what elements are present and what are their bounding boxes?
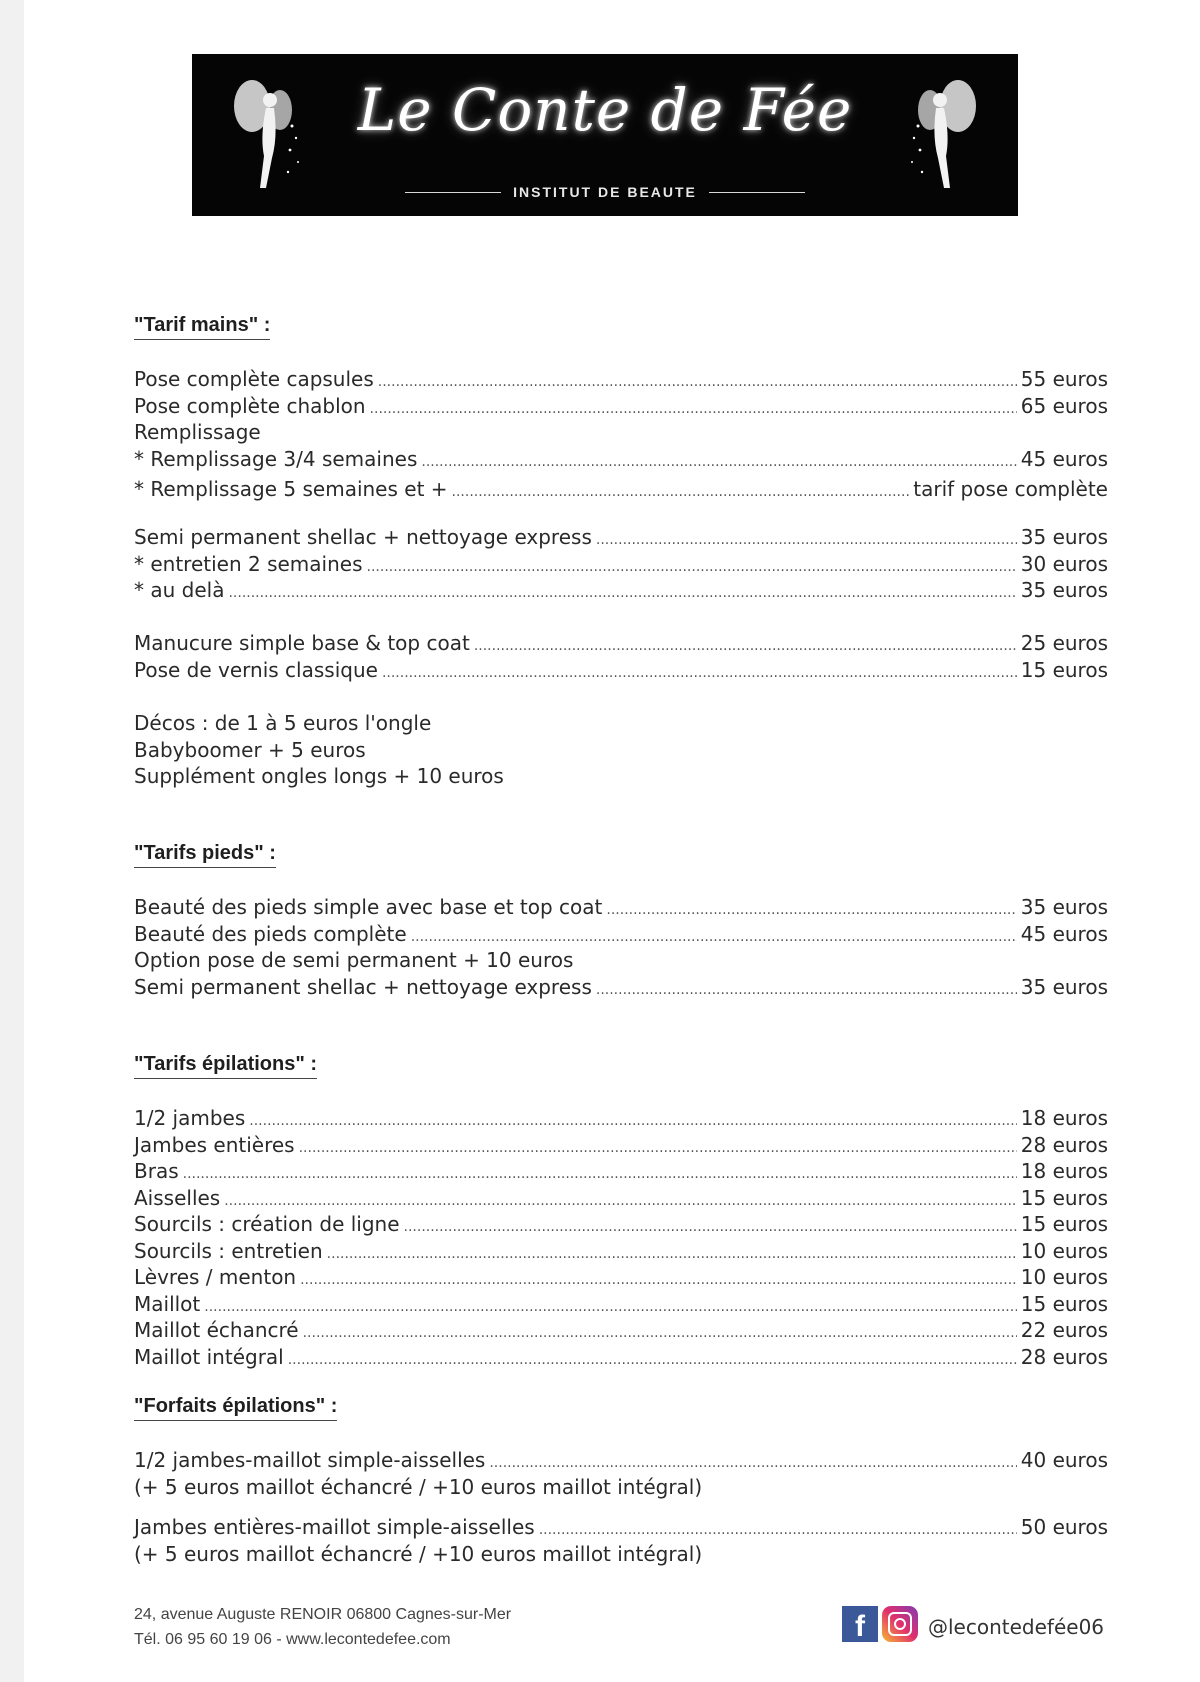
- tagline: INSTITUT DE BEAUTE: [513, 184, 697, 200]
- list-item: Décos : de 1 à 5 euros l'ongle: [134, 711, 432, 735]
- price-row: Beauté des pieds simple avec base et top coat ..... 35 euros: [134, 894, 1108, 921]
- header-banner: [192, 54, 1018, 216]
- list-item: Option pose de semi permanent + 10 euros: [134, 948, 574, 972]
- price-row: Sourcils : création de ligne ..... 15 euros: [134, 1211, 1108, 1238]
- price-row: Manucure simple base & top coat ..... 25 euros: [134, 630, 1108, 657]
- pieds-block: [134, 894, 1108, 1000]
- price-row: Jambes entières-maillot simple-aisselles ..... 50 euros: [134, 1514, 1108, 1541]
- price-row: * Remplissage 3/4 semaines ..... 45 euros: [134, 446, 1108, 473]
- divider: [709, 192, 805, 193]
- price-row: Maillot échancré ..... 22 euros: [134, 1317, 1108, 1344]
- mains-block-3: [134, 630, 1108, 683]
- section-title-pieds: "Tarifs pieds" :: [134, 840, 276, 867]
- price-row: Beauté des pieds complète ..... 45 euros: [134, 921, 1108, 948]
- price-row: Maillot intégral ..... 28 euros: [134, 1344, 1108, 1371]
- social-handle: @lecontedefée06: [928, 1615, 1105, 1639]
- list-item: (+ 5 euros maillot échancré / +10 euros maillot intégral): [134, 1541, 703, 1566]
- forfaits-block-1: [134, 1447, 1108, 1500]
- fairy-icon: [904, 76, 980, 196]
- contact-line: Tél. 06 95 60 19 06 - www.lecontedefee.com: [134, 1631, 451, 1648]
- price-row: Semi permanent shellac + nettoyage express ..... 35 euros: [134, 524, 1108, 551]
- mains-block-4: [134, 710, 1108, 790]
- price-row: Pose de vernis classique ..... 15 euros: [134, 657, 1108, 684]
- mains-block-2: [134, 524, 1108, 604]
- address-line: 24, avenue Auguste RENOIR 06800 Cagnes-sur-Mer: [134, 1606, 512, 1623]
- price-row: Jambes entières ..... 28 euros: [134, 1132, 1108, 1159]
- price-row: Bras ..... 18 euros: [134, 1158, 1108, 1185]
- price-row: Maillot ..... 15 euros: [134, 1291, 1108, 1318]
- facebook-icon[interactable]: f: [842, 1606, 878, 1642]
- price-list-page: [24, 0, 1200, 1682]
- instagram-icon[interactable]: [882, 1606, 918, 1642]
- list-item: Remplissage: [134, 420, 261, 444]
- epilations-block: [134, 1105, 1108, 1370]
- price-row: * au delà ..... 35 euros: [134, 577, 1108, 604]
- price-row: Aisselles ..... 15 euros: [134, 1185, 1108, 1212]
- price-row: 1/2 jambes ..... 18 euros: [134, 1105, 1108, 1132]
- tagline-row: [192, 184, 1018, 200]
- price-row: Sourcils : entretien ..... 10 euros: [134, 1238, 1108, 1265]
- section-title-forfaits: "Forfaits épilations" :: [134, 1393, 337, 1420]
- price-row: * entretien 2 semaines ..... 30 euros: [134, 551, 1108, 578]
- list-item: Supplément ongles longs + 10 euros: [134, 764, 504, 788]
- list-item: (+ 5 euros maillot échancré / +10 euros maillot intégral): [134, 1474, 703, 1499]
- price-row: * Remplissage 5 semaines et + ..... tarif pose complète: [134, 476, 1108, 503]
- brand-name: Le Conte de Fée: [357, 76, 853, 144]
- price-row: Semi permanent shellac + nettoyage express ..... 35 euros: [134, 974, 1108, 1001]
- social-links: [842, 1606, 1104, 1642]
- section-title-mains: "Tarif mains" :: [134, 312, 270, 339]
- divider: [405, 192, 501, 193]
- mains-block-1: [134, 366, 1108, 503]
- price-row: Pose complète chablon ..... 65 euros: [134, 393, 1108, 420]
- price-row: Lèvres / menton ..... 10 euros: [134, 1264, 1108, 1291]
- price-row: Pose complète capsules ..... 55 euros: [134, 366, 1108, 393]
- forfaits-block-2: [134, 1514, 1108, 1567]
- section-title-epilations: "Tarifs épilations" :: [134, 1051, 317, 1078]
- footer-address: [134, 1602, 511, 1652]
- price-row: 1/2 jambes-maillot simple-aisselles ..... 40 euros: [134, 1447, 1108, 1474]
- list-item: Babyboomer + 5 euros: [134, 737, 366, 762]
